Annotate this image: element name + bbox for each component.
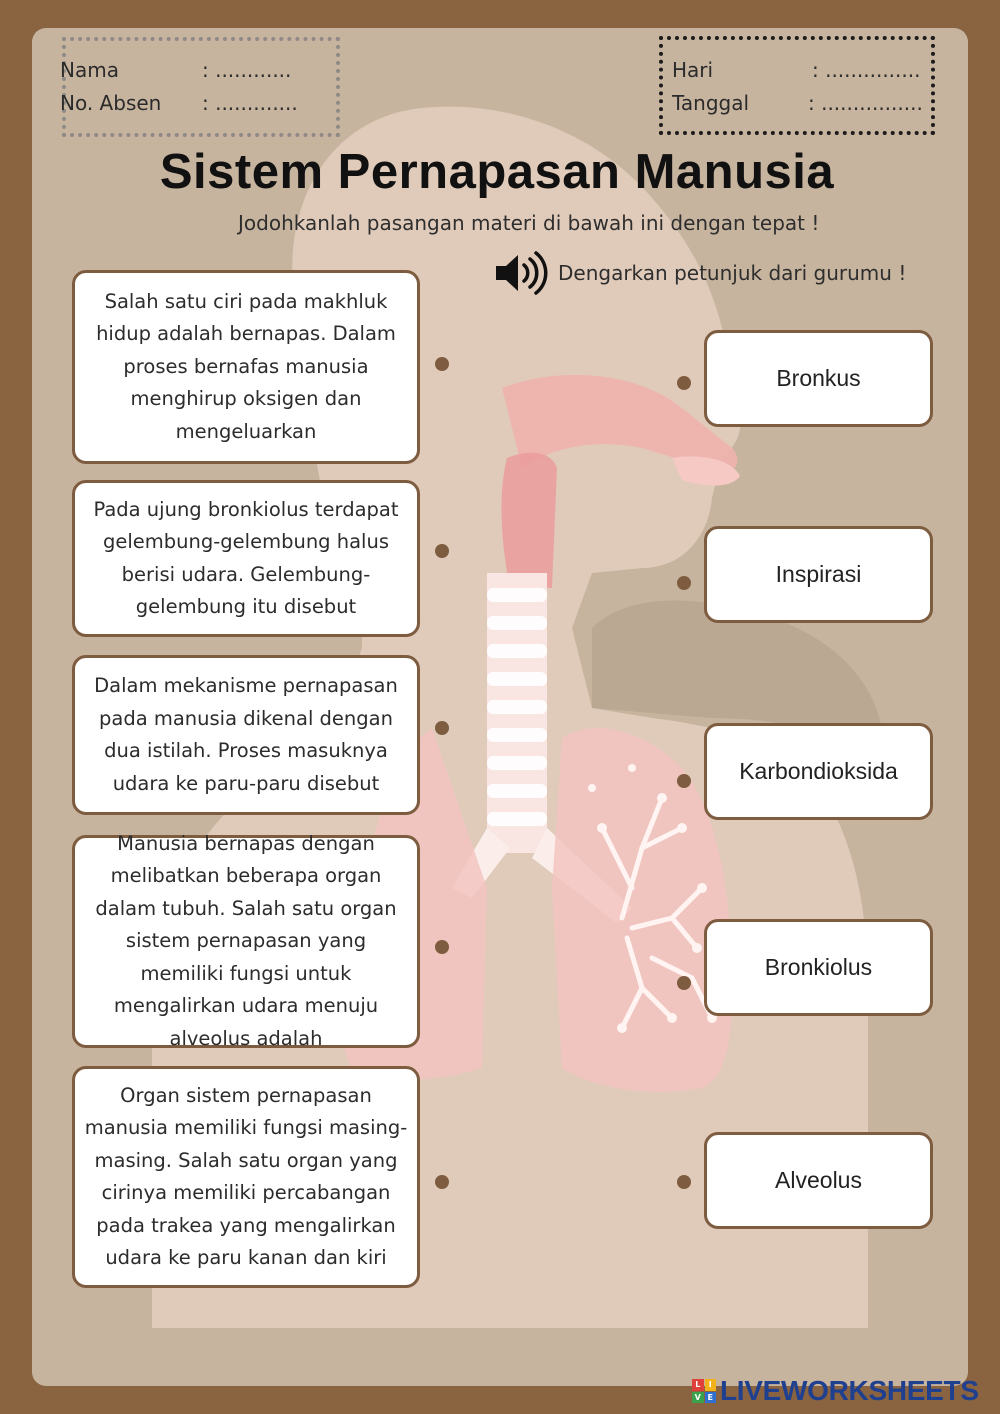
answer-dot-2[interactable]	[677, 576, 691, 590]
answer-label-1: Bronkus	[776, 365, 861, 391]
page-title: Sistem Pernapasan Manusia	[159, 145, 835, 199]
question-card-2	[72, 480, 420, 637]
date-field[interactable]: : ................	[808, 91, 923, 115]
date-label: Tanggal	[672, 91, 750, 115]
logo-letter-i: I	[705, 1379, 717, 1391]
answer-card-alveolus[interactable]	[704, 1132, 933, 1229]
question-card-4	[72, 831, 420, 1050]
absence-number-label: No. Absen	[60, 91, 162, 115]
logo-letter-v: V	[692, 1392, 704, 1404]
speaker-icon[interactable]	[492, 248, 550, 298]
question-text-1: Salah satu ciri pada makhluk hidup adalah bernapas. Dalam proses bernafas manusia menghirup oksigen dan mengeluarkan	[96, 289, 396, 443]
answer-dot-3[interactable]	[677, 774, 691, 788]
question-text-4: Manusia bernapas dengan melibatkan beberapa organ dalam tubuh. Salah satu organ sistem pernapasan yang memiliki fungsi untuk mengalirkan udara menuju alveolus adalah	[95, 831, 397, 1050]
day-label: Hari	[672, 58, 714, 82]
question-dot-1[interactable]	[435, 357, 449, 371]
question-dot-2[interactable]	[435, 544, 449, 558]
name-label: Nama	[60, 58, 119, 82]
question-dot-3[interactable]	[435, 721, 449, 735]
instruction-text: Jodohkanlah pasangan materi di bawah ini dengan tepat !	[238, 211, 820, 235]
answer-label-3: Karbondioksida	[739, 758, 898, 784]
logo-letter-l: L	[692, 1379, 704, 1391]
answer-dot-1[interactable]	[677, 376, 691, 390]
audio-instruction-label: Dengarkan petunjuk dari gurumu !	[558, 261, 907, 285]
question-card-3	[72, 655, 420, 815]
answer-card-karbondioksida[interactable]	[704, 723, 933, 820]
question-text-3: Dalam mekanisme pernapasan pada manusia dikenal dengan dua istilah. Proses masuknya udara ke paru-paru disebut	[94, 674, 398, 795]
student-info-box	[62, 37, 340, 137]
question-text-5: Organ sistem pernapasan manusia memiliki fungsi masing-masing. Salah satu organ yang cirinya memiliki percabangan pada trakea yang mengalirkan udara ke paru kanan dan kiri	[84, 1083, 408, 1269]
name-field[interactable]: : ............	[202, 58, 292, 82]
question-text-2: Pada ujung bronkiolus terdapat gelembung-gelembung halus berisi udara. Gelembung-gelembung itu disebut	[93, 497, 399, 618]
liveworksheets-wordmark: LIVEWORKSHEETS	[720, 1375, 979, 1406]
audio-instruction	[492, 248, 906, 298]
question-card-5	[72, 1066, 420, 1288]
answer-card-bronkus[interactable]	[704, 330, 933, 427]
answer-label-5: Alveolus	[775, 1167, 862, 1193]
answer-dot-4[interactable]	[677, 976, 691, 990]
question-card-1	[72, 270, 420, 464]
absence-number-field[interactable]: : .............	[202, 91, 298, 115]
worksheet-sheet	[32, 28, 968, 1386]
logo-letter-e: E	[705, 1392, 717, 1404]
question-dot-5[interactable]	[435, 1175, 449, 1189]
answer-card-inspirasi[interactable]	[704, 526, 933, 623]
answer-label-2: Inspirasi	[775, 561, 862, 587]
day-field[interactable]: : ...............	[812, 58, 921, 82]
date-info-box	[659, 36, 935, 135]
answer-card-bronkiolus[interactable]	[704, 919, 933, 1016]
question-dot-4[interactable]	[435, 940, 449, 954]
answer-label-4: Bronkiolus	[764, 954, 873, 980]
liveworksheets-brand	[692, 1376, 979, 1406]
answer-dot-5[interactable]	[677, 1175, 691, 1189]
liveworksheets-logo-icon	[692, 1379, 716, 1403]
